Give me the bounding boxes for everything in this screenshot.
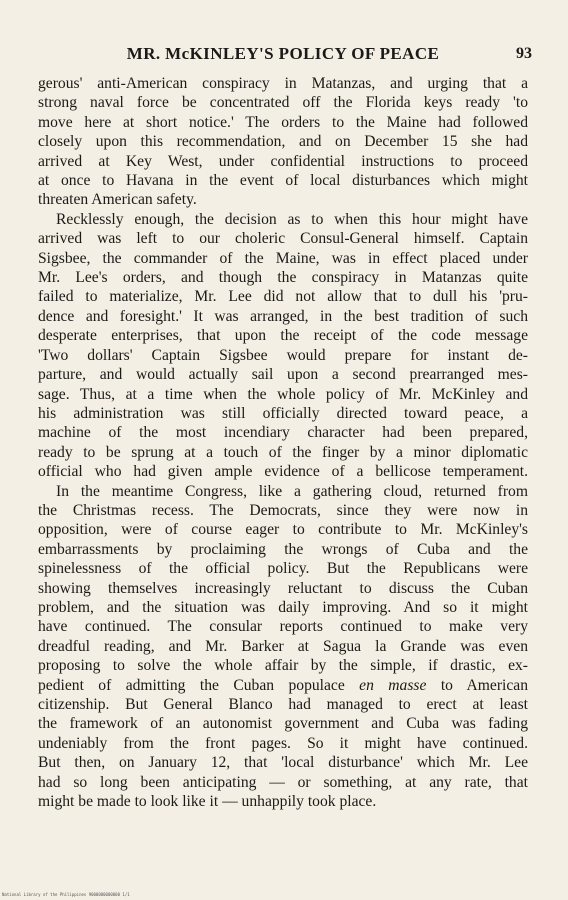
text-line: But then, on January 12, that 'local disturbance' which Mr. Lee <box>38 754 528 772</box>
text-line: arrived was left to our choleric Consul-General himself. Captain <box>38 230 528 248</box>
italic-phrase: en masse <box>359 676 427 694</box>
text-line: Sigsbee, the commander of the Maine, was in effect placed under <box>38 249 528 267</box>
text-line: official who had given ample evidence of a bellicose temperament. <box>38 463 528 481</box>
text-line: problem, and the situation was daily improving. And so it might <box>38 598 528 616</box>
text-line: have continued. The consular reports continued to make very <box>38 618 528 636</box>
paragraph-2 <box>38 210 528 482</box>
text-line: the framework of an autonomist government and Cuba was fading <box>38 715 528 733</box>
text-line: proposing to solve the whole affair by the simple, if drastic, ex- <box>38 657 528 675</box>
text-line: 'Two dollars' Captain Sigsbee would prepare for instant de- <box>38 346 528 364</box>
paragraph-1 <box>38 74 528 210</box>
text-line: arrived at Key West, under confidential instructions to proceed <box>38 152 528 170</box>
text-line: the Christmas recess. The Democrats, since they were now in <box>38 501 528 519</box>
text-line: gerous' anti-American conspiracy in Matanzas, and urging that a <box>38 75 528 92</box>
scan-stamp: National Library of the Philippines 9000000000000 1/1 <box>2 892 130 897</box>
text-line: Mr. Lee's orders, and though the conspiracy in Matanzas quite <box>38 269 528 287</box>
paragraph-3 <box>38 482 528 812</box>
text-line: citizenship. But General Blanco had managed to erect at least <box>38 696 528 713</box>
text-line: undeniably from the front pages. So it might have continued. <box>38 734 528 752</box>
text-line: his administration was still officially directed toward peace, a <box>38 404 528 422</box>
text-line: failed to materialize, Mr. Lee did not allow that to dull his 'pru- <box>38 288 528 306</box>
text-line: threaten American safety. <box>38 191 197 209</box>
text-line: machine of the most incendiary character had been prepared, <box>38 424 528 442</box>
text-line: embarrassments by proclaiming the wrongs of Cuba and the <box>38 540 528 558</box>
text-line: move here at short notice.' The orders to the Maine had followed <box>38 113 528 131</box>
text-line: spinelessness of the official policy. But the Republicans were <box>38 560 528 578</box>
text-line: In the meantime Congress, like a gathering cloud, returned from <box>56 482 528 500</box>
text-line-with-italic <box>38 676 528 695</box>
text-line: sage. Thus, at a time when the whole policy of Mr. McKinley and <box>38 385 528 403</box>
text-segment: to American <box>426 676 528 694</box>
body-text <box>38 74 528 811</box>
text-line: closely upon this recommendation, and on December 15 she had <box>38 133 528 151</box>
running-title: MR. McKINLEY'S POLICY OF PEACE <box>126 44 440 63</box>
text-line: had so long been anticipating — or something, at any rate, that <box>38 773 528 791</box>
text-line: ready to be sprung at a touch of the finger by a minor diplomatic <box>38 443 528 461</box>
page-number: 93 <box>516 45 532 62</box>
text-line: parture, and would actually sail upon a second prearranged mes- <box>38 366 528 384</box>
text-line: dreadful reading, and Mr. Barker at Sagua la Grande was even <box>38 637 528 655</box>
page-header <box>38 44 532 66</box>
text-line: showing themselves increasingly reluctant to discuss the Cuban <box>38 579 528 597</box>
text-line: Recklessly enough, the decision as to when this hour might have <box>56 210 528 228</box>
text-segment: pedient of admitting the Cuban populace <box>38 676 360 694</box>
text-line: desperate enterprises, that upon the receipt of the code message <box>38 327 528 345</box>
text-line: strong naval force be concentrated off the Florida keys ready 'to <box>38 94 528 112</box>
text-line: at once to Havana in the event of local disturbances which might <box>38 172 528 190</box>
text-line: dence and foresight.' It was arranged, in the best tradition of such <box>38 307 528 325</box>
text-line: might be made to look like it — unhappily took place. <box>38 793 377 811</box>
text-line: opposition, were of course eager to contribute to Mr. McKinley's <box>38 521 528 539</box>
